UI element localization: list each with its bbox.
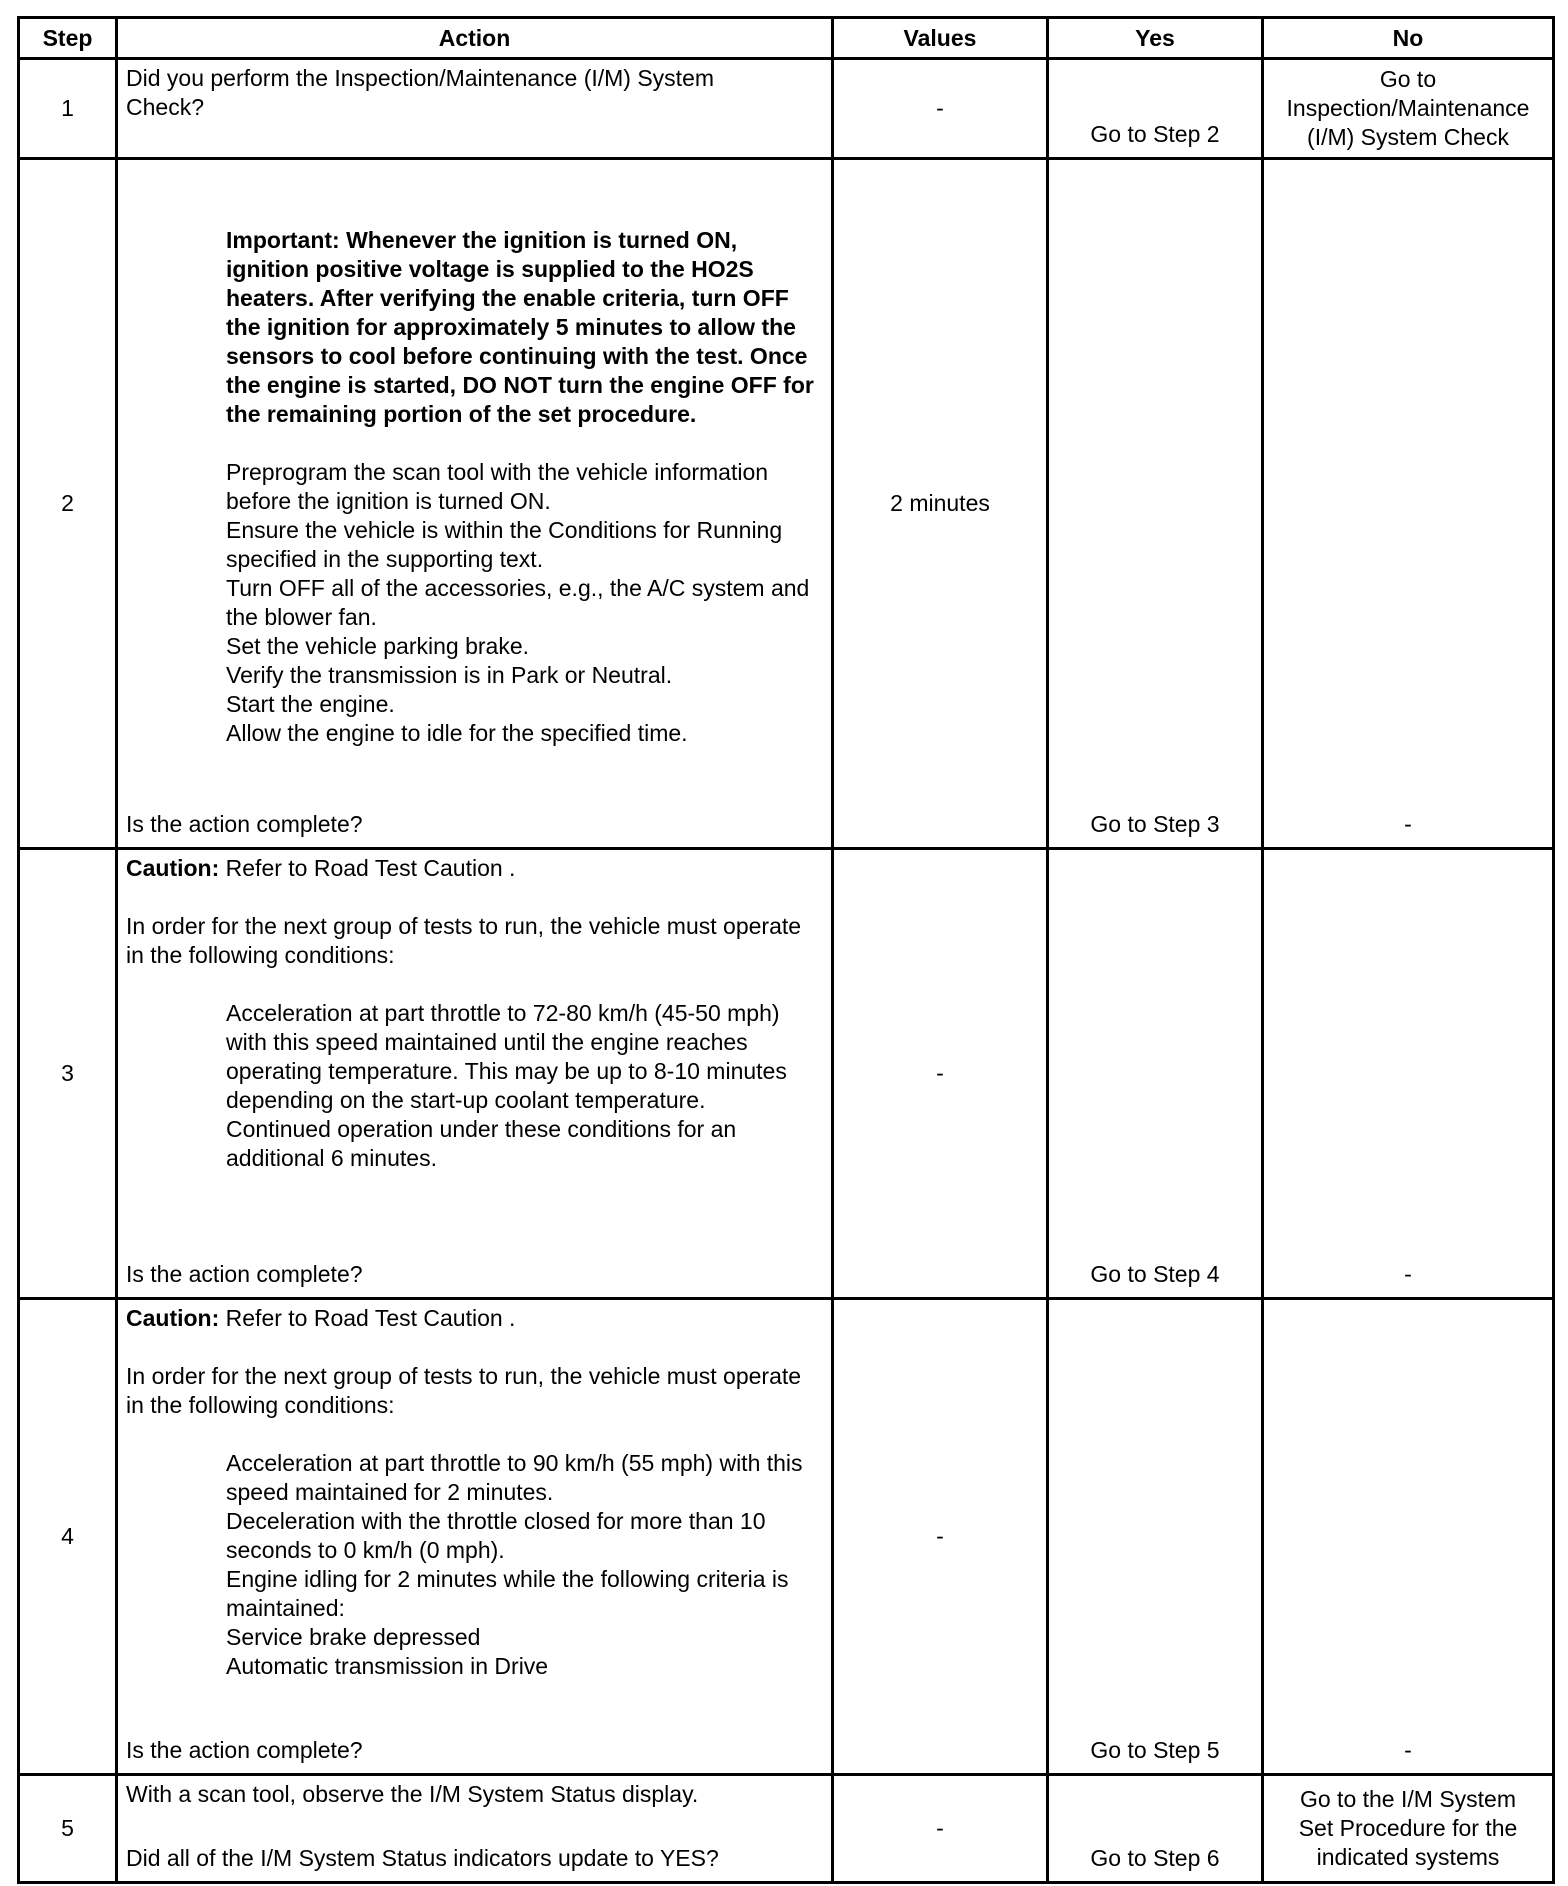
step-number: 4 (19, 1299, 117, 1775)
no-cell (1263, 849, 1554, 1299)
yes-cell (1048, 849, 1263, 1299)
yes-link: Go to Step 5 (1090, 1737, 1220, 1763)
condition-item: Automatic transmission in Drive (226, 1653, 549, 1679)
no-cell (1263, 1775, 1554, 1883)
no-link: Go to Inspection/Maintenance (I/M) System Check (1286, 66, 1530, 150)
procedure-step: Ensure the vehicle is within the Conditions for Running specified in the supporting text. (226, 517, 783, 572)
conditions-intro: In order for the next group of tests to run, the vehicle must operate in the following conditions: (126, 1363, 802, 1418)
action-question: Did you perform the Inspection/Maintenance (I/M) System Check? (126, 65, 715, 120)
conditions-intro: In order for the next group of tests to run, the vehicle must operate in the following conditions: (126, 913, 802, 968)
procedure-step: Set the vehicle parking brake. (226, 633, 530, 659)
no-cell (1263, 159, 1554, 849)
action-question: Is the action complete? (126, 1261, 363, 1287)
yes-cell (1048, 159, 1263, 849)
yes-link: Go to Step 2 (1090, 121, 1220, 147)
table-row (19, 1299, 1554, 1775)
yes-link: Go to Step 6 (1090, 1845, 1220, 1871)
step-number: 2 (19, 159, 117, 849)
caution-text: Refer to Road Test Caution . (219, 1305, 516, 1331)
no-link: - (1404, 1261, 1412, 1287)
header-row (19, 18, 1554, 59)
no-cell (1263, 59, 1554, 159)
action-text (117, 1775, 833, 1883)
no-link: - (1404, 1737, 1412, 1763)
action-question: Did all of the I/M System Status indicators update to YES? (126, 1845, 719, 1871)
value-cell: - (833, 59, 1048, 159)
header-no: No (1263, 18, 1554, 59)
value-cell: - (833, 1775, 1048, 1883)
procedure-step: Verify the transmission is in Park or Neutral. (226, 662, 673, 688)
action-text (117, 59, 833, 159)
diagnostic-table (17, 16, 1555, 1884)
action-question: Is the action complete? (126, 1737, 363, 1763)
caution-line (126, 1304, 823, 1333)
yes-cell (1048, 1299, 1263, 1775)
value-cell: - (833, 1299, 1048, 1775)
condition-item: Service brake depressed (226, 1624, 481, 1650)
procedure-step: Turn OFF all of the accessories, e.g., the A/C system and the blower fan. (226, 575, 810, 630)
procedure-step: Start the engine. (226, 691, 395, 717)
yes-link: Go to Step 4 (1090, 1261, 1220, 1287)
action-text (117, 849, 833, 1299)
table-row (19, 1775, 1554, 1883)
condition-item: Acceleration at part throttle to 72-80 km/h (45-50 mph) with this speed maintained until the engine reaches operating temperature. This may be up to 8-10 minutes depending on the start-up coolant temperature. (226, 1000, 787, 1113)
yes-cell (1048, 59, 1263, 159)
no-link: Go to the I/M System Set Procedure for the indicated systems (1298, 1786, 1518, 1870)
condition-item: Deceleration with the throttle closed for more than 10 seconds to 0 km/h (0 mph). (226, 1508, 766, 1563)
caution-line (126, 854, 823, 883)
table-row (19, 849, 1554, 1299)
yes-link: Go to Step 3 (1090, 811, 1220, 837)
action-text (117, 1299, 833, 1775)
value-cell: - (833, 849, 1048, 1299)
condition-item: Continued operation under these conditions for an additional 6 minutes. (226, 1116, 737, 1171)
header-step: Step (19, 18, 117, 59)
caution-label: Caution: (126, 1305, 220, 1331)
action-instruction: With a scan tool, observe the I/M System Status display. (126, 1781, 699, 1807)
caution-text: Refer to Road Test Caution . (219, 855, 516, 881)
table-row (19, 59, 1554, 159)
no-link: - (1404, 811, 1412, 837)
action-text (117, 159, 833, 849)
value-cell: 2 minutes (833, 159, 1048, 849)
procedure-step: Preprogram the scan tool with the vehicle information before the ignition is turned ON. (226, 459, 769, 514)
header-yes: Yes (1048, 18, 1263, 59)
important-note: Important: Whenever the ignition is turned ON, ignition positive voltage is supplied to the HO2S heaters. After verifying the enable criteria, turn OFF the ignition for approximately 5 minutes to allow the sensors to cool before continuing with the test. Once the engine is started, DO NOT turn the engine OFF for the remaining portion of the set procedure. (226, 227, 814, 427)
step-number: 1 (19, 59, 117, 159)
step-number: 5 (19, 1775, 117, 1883)
header-values: Values (833, 18, 1048, 59)
condition-item: Engine idling for 2 minutes while the following criteria is maintained: (226, 1566, 789, 1621)
procedure-step: Allow the engine to idle for the specified time. (226, 720, 688, 746)
header-action: Action (117, 18, 833, 59)
action-question: Is the action complete? (126, 811, 363, 837)
condition-item: Acceleration at part throttle to 90 km/h (55 mph) with this speed maintained for 2 minutes. (226, 1450, 803, 1505)
no-cell (1263, 1299, 1554, 1775)
yes-cell (1048, 1775, 1263, 1883)
step-number: 3 (19, 849, 117, 1299)
table-row (19, 159, 1554, 849)
caution-label: Caution: (126, 855, 220, 881)
